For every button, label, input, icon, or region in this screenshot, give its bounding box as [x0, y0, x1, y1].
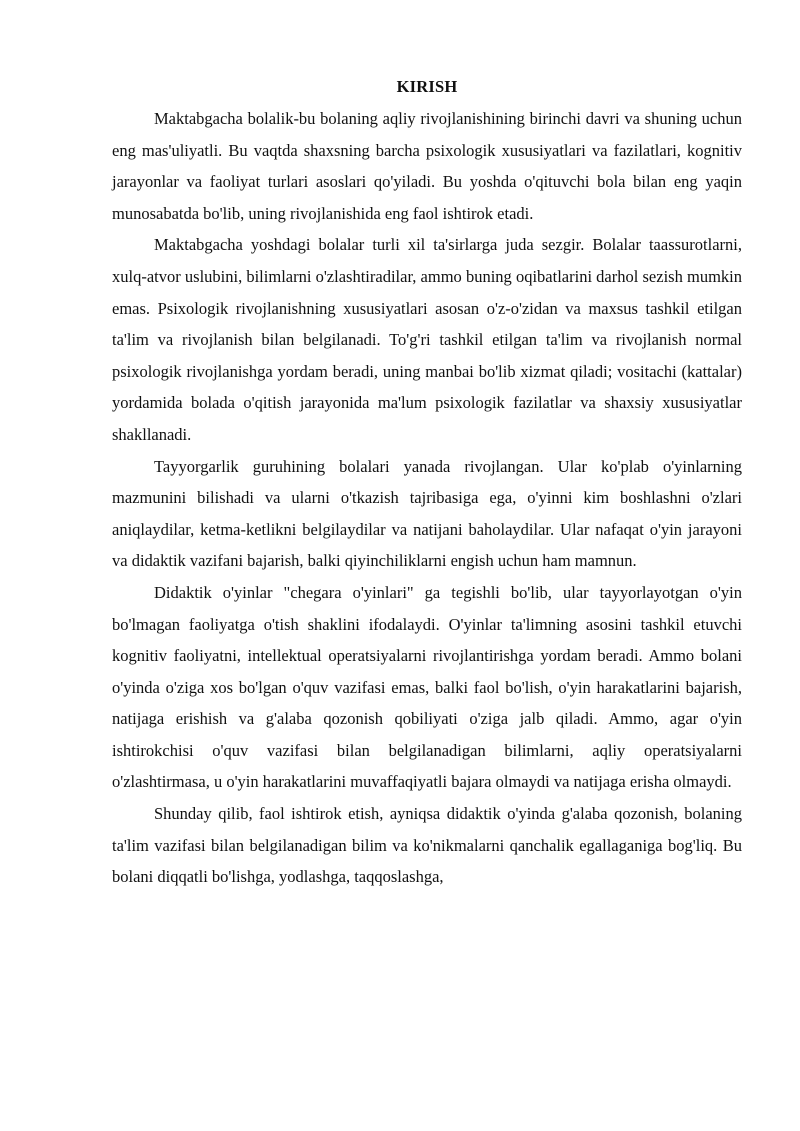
paragraph-5: Shunday qilib, faol ishtirok etish, ayniqsa didaktik o'yinda g'alaba qozonish, bolaning ta'lim vazifasi bilan belgilanadigan bilim va ko'nikmalarni qanchalik egallaganiga bog'liq. Bu bolani diqqatli bo'lishga, yodlashga, taqqoslashga,	[112, 804, 742, 887]
paragraph-3: Tayyorgarlik guruhining bolalari yanada rivojlangan. Ular ko'plab o'yinlarning mazmunini bilishadi va ularni o'tkazish tajribasiga ega, o'yinni kim boshlashni o'zlari aniqlaydilar, ketma-ketlikni belgilaydilar va natijani baholaydilar. Ular nafaqat o'yin jarayoni va didaktik vazifani bajarish, balki qiyinchiliklarni engish uchun ham mamnun.	[112, 456, 742, 571]
document-title: KIRISH	[396, 77, 458, 96]
document-body	[112, 74, 742, 893]
paragraph-1: Maktabgacha bolalik-bu bolaning aqliy rivojlanishining birinchi davri va shuning uchun eng mas'uliyatli. Bu vaqtda shaxsning barcha psixologik xususiyatlari va fazilatlari, kognitiv jarayonlar va faoliyat turlari asoslari qo'yiladi. Bu yoshda o'qituvchi bola bilan eng yaqin munosabatda bo'lib, uning rivojlanishida eng faol ishtirok etadi.	[112, 109, 742, 223]
paragraph-4: Didaktik o'yinlar "chegara o'yinlari" ga tegishli bo'lib, ular tayyorlayotgan o'yin bo'lmagan faoliyatga o'tish shaklini ifodalaydi. O'yinlar ta'limning asosini tashkil etuvchi kognitiv faoliyatni, intellektual operatsiyalarni rivojlantirishga yordam beradi. Ammo bolani o'yinda o'ziga xos bo'lgan o'quv vazifasi emas, balki faol bo'lish, o'yin harakatlarini bajarish, natijaga erishish va g'alaba qozonish qobiliyati o'ziga jalb qiladi. Ammo, agar o'yin ishtirokchisi o'quv vazifasi bilan belgilanadigan bilimlarni, aqliy operatsiyalarni o'zlashtirmasa, u o'yin harakatlarini muvaffaqiyatli bajara olmaydi va natijaga erisha olmaydi.	[112, 582, 742, 792]
paragraph-2: Maktabgacha yoshdagi bolalar turli xil ta'sirlarga juda sezgir. Bolalar taassurotlarni, xulq-atvor uslubini, bilimlarni o'zlashtiradilar, ammo buning oqibatlarini darhol sezish mumkin emas. Psixologik rivojlanishning xususiyatlari asosan o'z-o'zidan va maxsus tashkil etilgan ta'lim va rivojlanish bilan belgilanadi. To'g'ri tashkil etilgan ta'lim va rivojlanish normal psixologik rivojlanishga yordam beradi, uning manbai bo'lib xizmat qiladi; vositachi (kattalar) yordamida bolada o'qitish jarayonida ma'lum psixologik fazilatlar va shaxsiy xususiyatlar shakllanadi.	[112, 235, 742, 444]
